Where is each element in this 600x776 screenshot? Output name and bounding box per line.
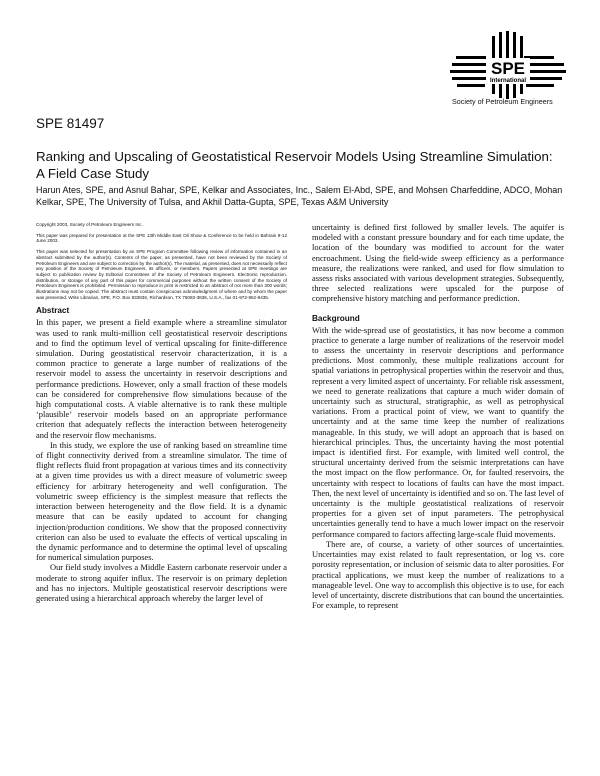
copyright-notice: Copyright 2003, Society of Petroleum Engineers Inc. — [36, 222, 143, 227]
paper-title: Ranking and Upscaling of Geostatistical Reservoir Models Using Streamline Simulation: A Field Case Study — [36, 149, 553, 181]
selection-notice: This paper was selected for presentation by an SPE Program Committee following review of information contained in an abstract submitted by the author(s). Contents of the paper, as presented, have not been reviewed by the Society of Petroleum Engineers and are subject to correction by the author(s). The material, as presented, does not necessarily reflect any position of the Society of Petroleum Engineers, its officers, or members. Papers presented at SPE meetings are subject to publication review by Editorial Committees of the Society of Petroleum Engineers. Electronic reproduction, distribution, or storage of any part of this paper for commercial purposes without the written consent of the Society of Petroleum Engineers is prohibited. Permission to reproduce in print is restricted to an abstract of not more than 300 words; illustrations may not be copied. The abstract must contain conspicuous acknowledgment of where and by whom the paper was presented. Write Librarian, SPE, P.O. Box 833836, Richardson, TX 75083-3836, U.S.A., fax 01-972-952-9435. — [36, 249, 287, 300]
abstract-heading: Abstract — [36, 306, 70, 316]
abstract-continuation: uncertainty is defined first followed by smaller levels. The aquifer is modeled with a constant pressure boundary and for each time update, the location of the boundary was modified to account for the water encroachment. Using the field-wide sweep efficiency as a performance measure, the realizations were ranked, and used for flow simulation to assess risks associated with various development strategies. Subsequently, three selected realizations were upscaled for the purpose of comprehensive history matching and performance prediction. — [312, 222, 564, 304]
abstract-paragraph-1: In this paper, we present a field example where a streamline simulator was used to rank multi-million cell geostatistical reservoir descriptions and to find the optimum level of vertical upscaling for finite-difference simulation. During geostatistical reservoir characterization, it is a common practice to generate a large number of realizations of the reservoir model to assess the uncertainty in reservoir descriptions and performance predictions. However, only a small fraction of these models can be considered for comprehensive flow simulations because of the high computational costs. A viable alternative is to rank these multiple ‘plausible’ reservoir models based on an appropriate performance criterion that adequately reflects the interaction between heterogeneity and the reservoir flow mechanisms. — [36, 317, 287, 440]
background-paragraph-2: There are, of course, a variety of other sources of uncertainties. Uncertainties may exist related to fault representation, or log vs. core porosity representation, or inclusion of seismic data to alter porosities. For practical applications, we must keep the number of realizations to a manageable level. One way to accomplish this objective is to use, for each level of uncertainty, discrete distributions that can bound the uncertainties. For example, to represent — [312, 538, 564, 611]
society-name: Society of Petroleum Engineers — [452, 97, 553, 106]
left-column — [36, 222, 287, 603]
right-column — [312, 222, 564, 610]
abstract-paragraph-3: Our field study involves a Middle Eastern carbonate reservoir under a moderate to strong aquifer influx. The reservoir is on primary depletion and has no injectors. Multiple geostatistical reservoir descriptions were generated using a hierarchical approach whereby the larger level of — [36, 562, 287, 603]
author-list: Harun Ates, SPE, and Asnul Bahar, SPE, Kelkar and Associates, Inc., Salem El-Abd, SPE, and Mohsen Charfeddine, ADCO, Mohan Kelkar, SPE, The University of Tulsa, and Akhil Datta-Gupta, SPE, Texas A&M University — [36, 185, 563, 207]
abstract-paragraph-2: In this study, we explore the use of ranking based on streamline time of flight connectivity derived from a streamline simulator. The time of flight reflects fluid front propagation at various times and its connectivity at a given time provides us with a direct measure of volumetric sweep efficiency for arbitrary heterogeneity and well configuration. The volumetric sweep efficiency is the simplest measure that reflects the interaction between heterogeneity and the flow field. It is a dynamic measure that can be easily updated to account for changing injection/production conditions. We show that the proposed connectivity criterion can also be used to evaluate the effects of vertical upscaling in the dynamic performance and to determine the optimal level of upscaling for numerical simulation purposes. — [36, 439, 287, 563]
background-heading: Background — [312, 313, 360, 323]
logo-international-text: International — [489, 78, 527, 84]
presentation-notice: This paper was prepared for presentation at the SPE 13th Middle East Oil Show & Conference to be held in Bahrain 9-12 June 2003. — [36, 232, 287, 244]
background-paragraph-1: With the wide-spread use of geostatistics, it has now become a common practice to generate a large number of realizations of the reservoir model to assess the uncertainty in reservoir descriptions and performance predictions. Most commonly, these multiple realizations account for spatial variations in petrophysical properties within the reservoir and thus, represent a very limited aspect of uncertainty. For reliable risk assessment, we need to generate realizations that capture a much wider domain of uncertainty such as structural, stratigraphic, as well as petrophysical variations. From a practical point of view, we want to quantify the uncertainty and at the same time keep the number of realizations manageable. In this study, we will adopt an approach that is based on hierarchical principles. Thus, the uncertainty having the most potential impact is identified first. For example, with limited well control, the structural uncertainty derived from the seismic interpretations can have the most impact on the flow performance. Or, for faulted reservoirs, the uncertainty with respect to locations of faults can have the most impact. Then, the next level of uncertainty is identified and so on. The last level of uncertainty is the multiple geostatistical realizations of reservoir properties for a given set of input parameters. The petrophysical uncertainties generally tend to have a much lower impact on the reservoir performance compared to factors affecting large-scale fluid movements. — [312, 324, 564, 539]
paper-number: SPE 81497 — [36, 116, 105, 131]
logo-spe-text: SPE — [490, 59, 526, 78]
